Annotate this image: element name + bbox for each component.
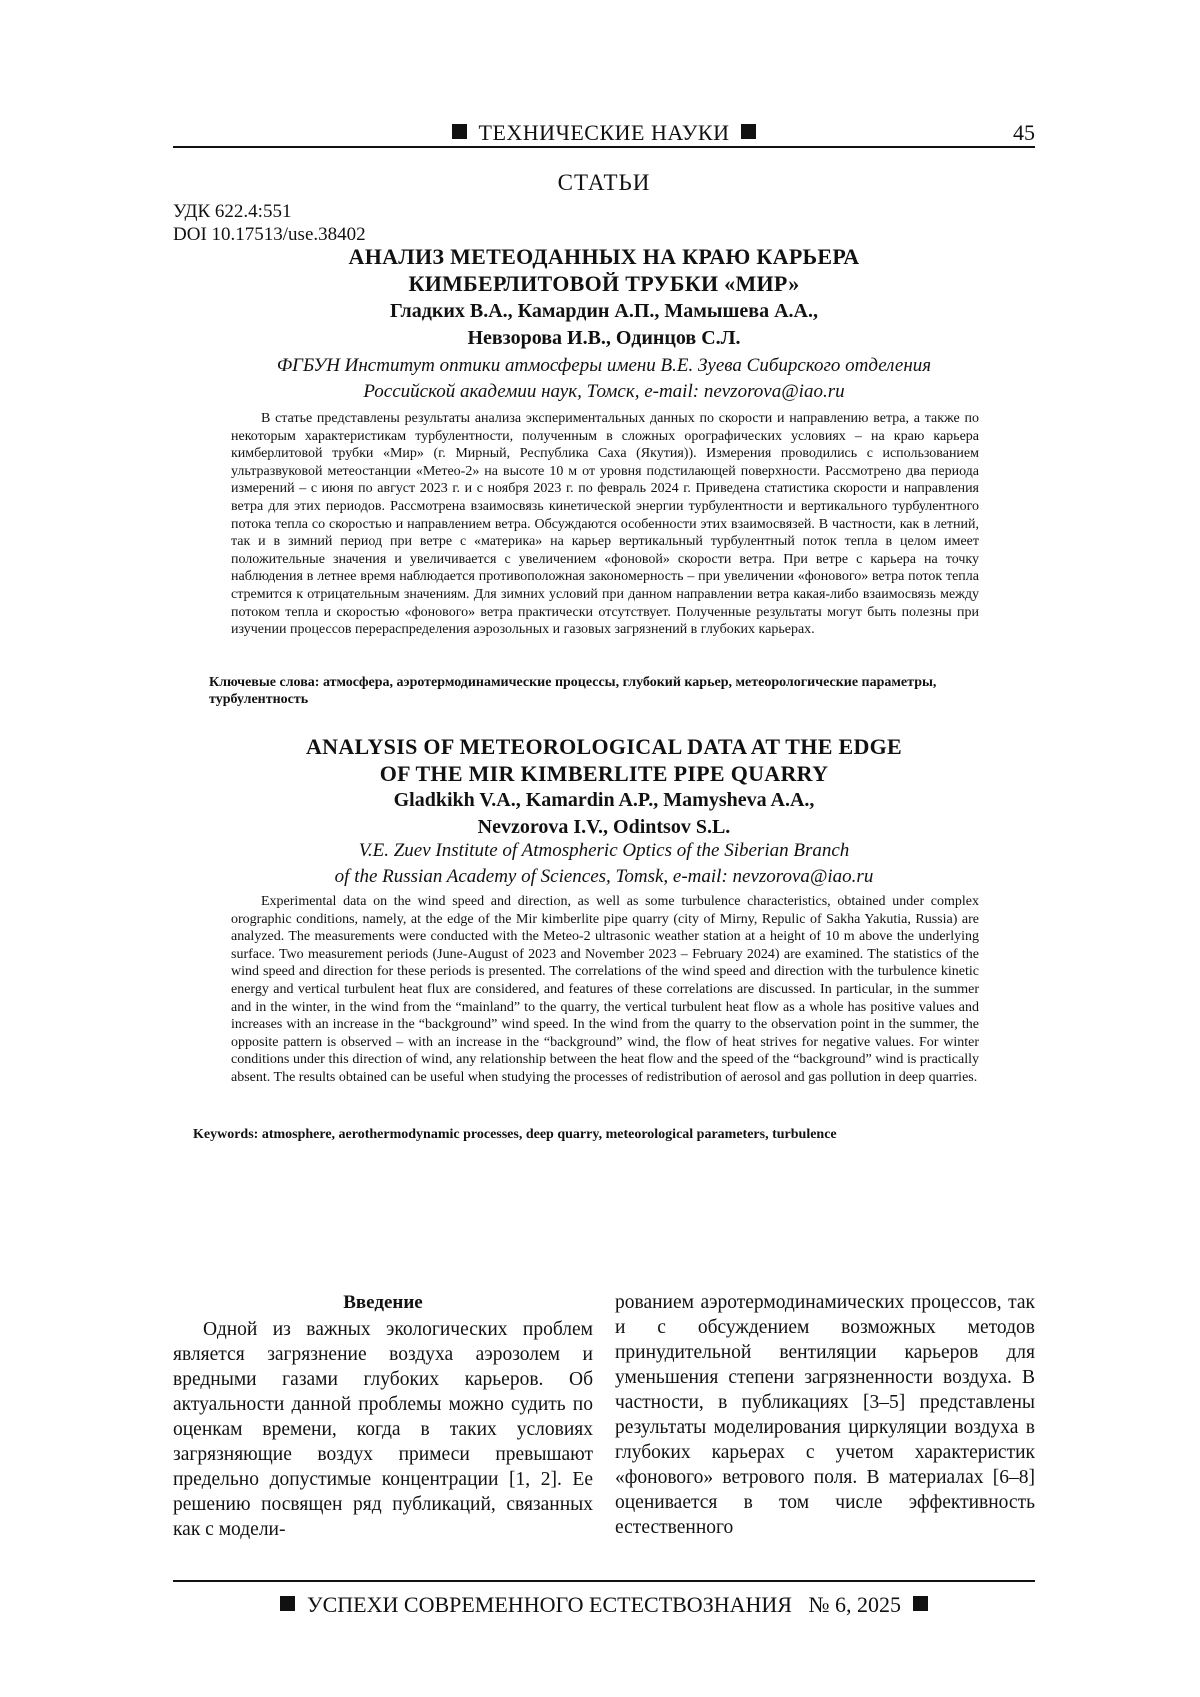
running-title: ТЕХНИЧЕСКИЕ НАУКИ bbox=[479, 120, 730, 145]
en-abstract: Experimental data on the wind speed and direction, as well as some turbulence characteristics, obtained under complex orographic conditions, namely, at the edge of the Mir kimberlite pipe quarry (city of Mirny, Repulic of Sakha Yakutia, Russia) are analyzed. The measurements were conducted with the Meteo-2 ultrasonic weather station at a height of 10 m above the underlying surface. Two measurement periods (June-August of 2023 and November 2023 – February 2024) are examined. The statistics of the wind speed and direction for these periods is presented. The correlations of the wind speed and direction with the turbulence kinetic energy and vertical turbulent heat flux are considered, and features of these correlations are discussed. In particular, in the summer and in the winter, in the wind from the “mainland” to the quarry, the vertical turbulent heat flow as a whole has positive values and increases with an increase in the “background” wind speed. In the wind from the quarry to the observation point in the summer, the opposite pattern is observed – with an increase in the “background” wind, the flow of heat strives for negative values. For winter conditions under this direction of wind, any relationship between the heat flow and the speed of the “background” wind is practically absent. The results obtained can be useful when studying the processes of redistribution of aerosol and gas pollution in deep quarries. bbox=[231, 893, 979, 1087]
udc-code: УДК 622.4:551 bbox=[173, 200, 366, 223]
doi: DOI 10.17513/use.38402 bbox=[173, 223, 366, 246]
en-title: ANALYSIS OF METEOROLOGICAL DATA AT THE EDGE OF THE MIR KIMBERLITE PIPE QUARRY bbox=[173, 733, 1035, 787]
square-bullet-icon bbox=[452, 124, 467, 139]
ru-authors: Гладких В.А., Камардин А.П., Мамышева А.А., Невзорова И.В., Одинцов С.Л. bbox=[173, 298, 1035, 352]
en-keywords-list: atmosphere, aerothermodynamic processes, deep quarry, meteorological parameters, turbulence bbox=[262, 1127, 837, 1142]
square-bullet-icon bbox=[741, 124, 756, 139]
en-affiliation: V.E. Zuev Institute of Atmospheric Optics of the Siberian Branch of the Russian Academy of Sciences, Tomsk, e-mail: nevzorova@iao.ru bbox=[173, 838, 1035, 890]
running-header bbox=[173, 120, 1035, 154]
ru-title: АНАЛИЗ МЕТЕОДАННЫХ НА КРАЮ КАРЬЕРА КИМБЕРЛИТОВОЙ ТРУБКИ «МИР» bbox=[173, 243, 1035, 297]
running-footer bbox=[173, 1592, 1035, 1618]
ru-keywords bbox=[209, 674, 999, 708]
journal-name: УСПЕХИ СОВРЕМЕННОГО ЕСТЕСТВОЗНАНИЯ bbox=[307, 1592, 792, 1617]
footer-rule bbox=[173, 1580, 1035, 1582]
square-bullet-icon bbox=[913, 1596, 928, 1611]
ru-abstract: В статье представлены результаты анализа экспериментальных данных по скорости и направлению ветра, а также по некоторым характеристикам турбулентности, полученным в сложных орографических условиях – на краю карьера кимберлитовой трубки «Мир» (г. Мирный, Республика Саха (Якутия)). Измерения проводились с использованием ультразвуковой метеостанции «Метео-2» на высоте 10 м от уровня подстилающей поверхности. Рассмотрено два периода измерений – с июня по август 2023 г. и с ноября 2023 г. по февраль 2024 г. Приведена статистика скорости и направления ветра для этих периодов. Рассмотрена взаимосвязь кинетической энергии турбулентности и вертикального турбулентного потока тепла со скоростью и направлением ветра. Обсуждаются особенности этих взаимосвязей. В частности, как в летний, так и в зимний период при ветре с «материка» на карьер вертикальный турбулентный поток тепла в целом имеет положительные значения и увеличивается с увеличением «фоновой» скорости ветра. При ветре с карьера на точку наблюдения в летнее время наблюдается противоположная закономерность – при увеличении «фонового» ветра поток тепла стремится к отрицательным значениям. Для зимних условий при данном направлении ветра какая-либо взаимосвязь между потоком тепла и скоростью «фонового» ветра практически отсутствует. Полученные результаты могут быть полезны при изучении процессов перераспределения аэрозольных и газовых загрязнений в глубоких карьерах. bbox=[231, 410, 979, 639]
article-meta bbox=[173, 200, 366, 246]
section-heading: Введение bbox=[173, 1290, 593, 1315]
body-left-column bbox=[173, 1290, 593, 1542]
ru-affiliation: ФГБУН Институт оптики атмосферы имени В.Е. Зуева Сибирского отделения Российской академии наук, Томск, e-mail: nevzorova@iao.ru bbox=[173, 353, 1035, 405]
header-rule bbox=[173, 146, 1035, 148]
square-bullet-icon bbox=[280, 1596, 295, 1611]
ru-keywords-list: атмосфера, аэротермодинамические процессы, глубокий карьер, метеорологические параметры, турбулентность bbox=[209, 675, 936, 707]
section-label: СТАТЬИ bbox=[173, 170, 1035, 196]
en-authors: Gladkikh V.A., Kamardin A.P., Mamysheva A.A., Nevzorova I.V., Odintsov S.L. bbox=[173, 787, 1035, 841]
journal-page bbox=[173, 0, 1035, 1697]
en-keywords bbox=[193, 1126, 1023, 1143]
en-keywords-label: Keywords: bbox=[193, 1127, 258, 1142]
body-paragraph-continued: рованием аэротермодинамических процессов, так и с обсуждением возможных методов принудительной вентиляции карьеров для уменьшения степени загрязненности воздуха. В частности, в публикациях [3–5] представлены результаты моделирования циркуляции воздуха в глубоких карьерах с учетом характеристик «фонового» ветрового поля. В материалах [6–8] оценивается в том числе эффективность естественного bbox=[615, 1290, 1035, 1540]
ru-keywords-label: Ключевые слова: bbox=[209, 675, 319, 690]
page-number: 45 bbox=[1013, 120, 1035, 146]
body-paragraph: Одной из важных экологических проблем является загрязнение воздуха аэрозолем и вредными газами глубоких карьеров. Об актуальности данной проблемы можно судить по оценкам времени, когда в таких условиях загрязняющие воздух примеси превышают предельно допустимые концентрации [1, 2]. Ее решению посвящен ряд публикаций, связанных как с модели- bbox=[173, 1317, 593, 1542]
issue-number: № 6, 2025 bbox=[808, 1592, 901, 1617]
body-right-column bbox=[615, 1290, 1035, 1540]
